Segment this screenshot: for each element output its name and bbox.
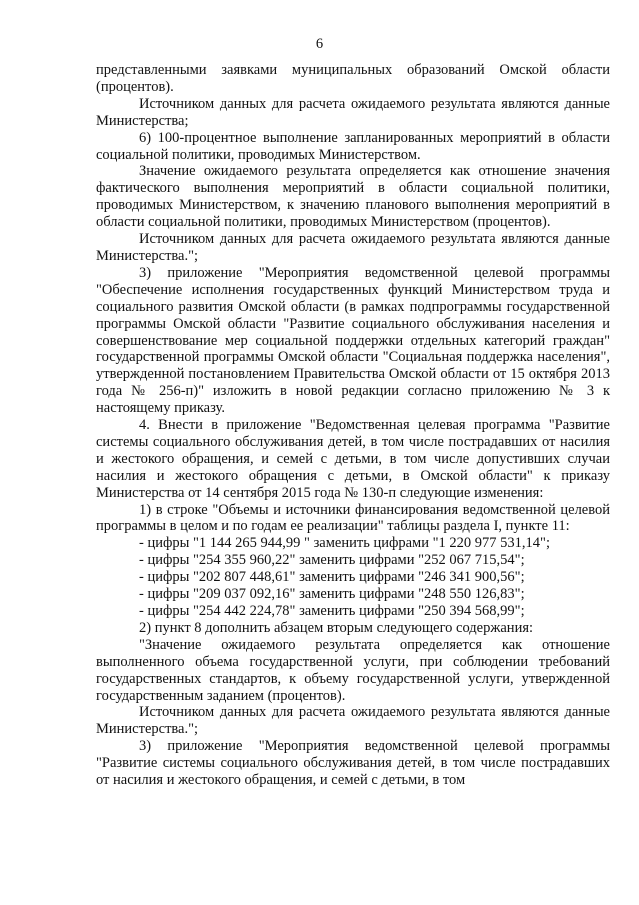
- page-number: 6: [315, 36, 324, 52]
- paragraph: 1) в строке "Объемы и источники финансирования ведомственной целевой программы в целом и по годам ее реализации" таблицы раздела I, пункте 11:: [96, 501, 610, 535]
- paragraph: Источником данных для расчета ожидаемого результата являются данные Министерства.";: [96, 231, 610, 264]
- paragraph: 3) приложение "Мероприятия ведомственной целевой программы "Развитие системы социального обслуживания детей, в том числе пострадавших от насилия и жестокого обращения, и семей с детьми, в том: [96, 738, 610, 789]
- document-body: [96, 62, 610, 789]
- paragraph: Источником данных для расчета ожидаемого результата являются данные Министерства.";: [96, 704, 610, 738]
- paragraph: Значение ожидаемого результата определяется как отношение значения фактического выполнения мероприятий в области социальной политики, проводимых Министерством, к значению планового выполнения мероприятий в области социальной политики, проводимых Министерством (процентов).: [96, 163, 610, 231]
- paragraph: 2) пункт 8 дополнить абзацем вторым следующего содержания:: [139, 619, 534, 636]
- paragraph: представленными заявками муниципальных образований Омской области (процентов).: [96, 62, 610, 95]
- list-item: - цифры "254 355 960,22" заменить цифрами "252 067 715,54";: [139, 552, 525, 569]
- paragraph: "Значение ожидаемого результата определяется как отношение выполненного объема государственной услуги, при соблюдении требований государственных стандартов, к объему государственной услуги, утвержденной государственным заданием (процентов).: [96, 636, 610, 704]
- list-item: - цифры "209 037 092,16" заменить цифрами "248 550 126,83";: [139, 586, 525, 603]
- list-item: - цифры "202 807 448,61" заменить цифрами "246 341 900,56";: [139, 569, 525, 586]
- paragraph: 6) 100-процентное выполнение запланированных мероприятий в области социальной политики, проводимых Министерством.: [96, 129, 610, 163]
- paragraph: 4. Внести в приложение "Ведомственная целевая программа "Развитие системы социального обслуживания детей, в том числе пострадавших от насилия и жестокого обращения, и семей с детьми, в том числе допустивших случаи насилия и жестокого обращения с детьми, в Омской области" к приказу Министерства от 14 сентября 2015 года № 130-п следующие изменения:: [96, 417, 610, 501]
- paragraph: Источником данных для расчета ожидаемого результата являются данные Министерства;: [96, 95, 610, 129]
- list-item: - цифры "254 442 224,78" заменить цифрами "250 394 568,99";: [139, 603, 525, 619]
- list-item: - цифры "1 144 265 944,99 " заменить цифрами "1 220 977 531,14";: [139, 535, 550, 552]
- paragraph: 3) приложение "Мероприятия ведомственной целевой программы "Обеспечение исполнения государственных функций Министерством труда и социального развития Омской области (в рамках подпрограммы государственной программы Омской области "Развитие социального обслуживания населения и совершенствование мер социальной поддержки отдельных категорий граждан" государственной программы Омской области "Социальная поддержка населения", утвержденной постановлением Правительства Омской области от 15 октября 2013 года № 256-п)" изложить в новой редакции согласно приложению № 3 к настоящему приказу.: [96, 264, 610, 417]
